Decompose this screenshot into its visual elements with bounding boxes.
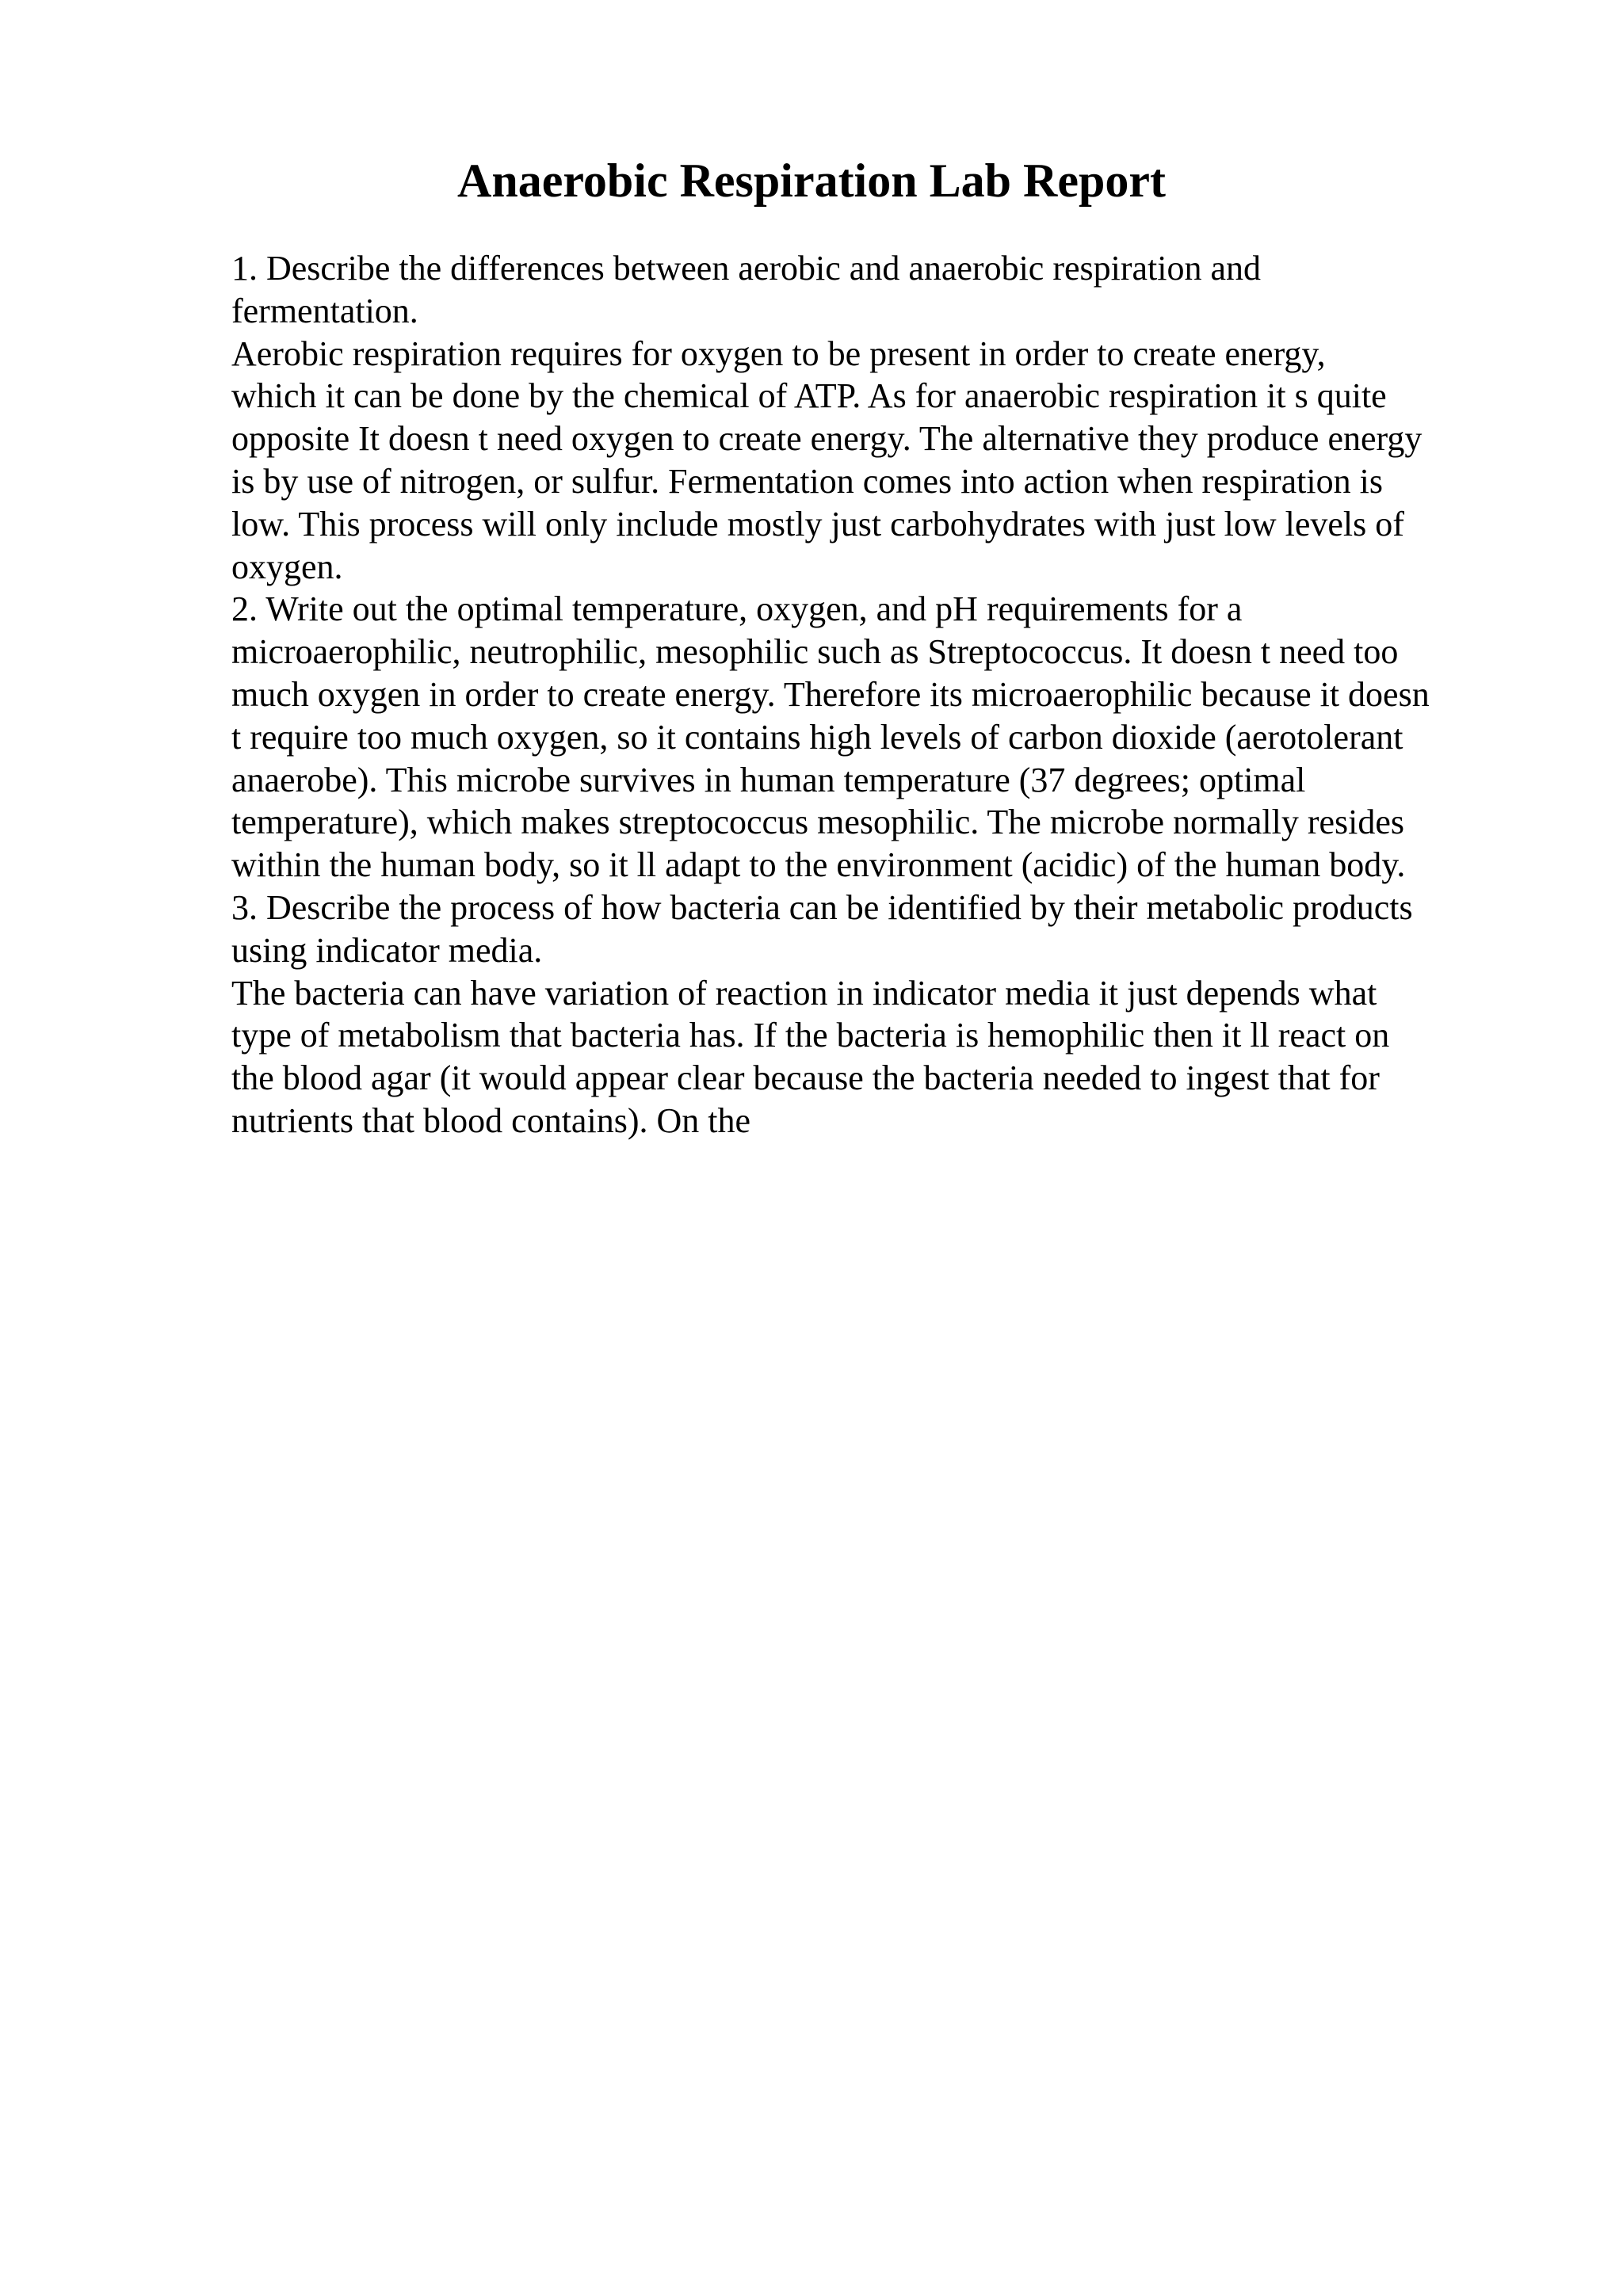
text-line: using indicator media. (231, 930, 543, 970)
text-line: temperature), which makes streptococcus mesophilic. The microbe normally resides (231, 803, 1405, 842)
text-line: type of metabolism that bacteria has. If the bacteria is hemophilic then it ll react on (231, 1016, 1390, 1055)
document-body (231, 247, 1531, 1142)
text-line: 2. Write out the optimal temperature, oxygen, and pH requirements for a (231, 589, 1243, 629)
text-line: microaerophilic, neutrophilic, mesophilic such as Streptococcus. It doesn t need too (231, 632, 1399, 672)
text-line: 1. Describe the differences between aerobic and anaerobic respiration and (231, 249, 1262, 288)
text-line: low. This process will only include mostly just carbohydrates with just low levels of (231, 504, 1404, 543)
text-line: 3. Describe the process of how bacteria can be identified by their metabolic products (231, 887, 1413, 927)
text-line: oxygen. (231, 547, 343, 586)
text-line: much oxygen in order to create energy. Therefore its microaerophilic because it doesn (231, 674, 1430, 714)
document-title: Anaerobic Respiration Lab Report (457, 154, 1166, 207)
text-line: opposite It doesn t need oxygen to create energy. The alternative they produce energy (231, 419, 1423, 459)
text-line: anaerobe). This microbe survives in human temperature (37 degrees; optimal (231, 760, 1306, 799)
text-line: nutrients that blood contains). On the (231, 1100, 750, 1140)
text-line: The bacteria can have variation of reaction in indicator media it just depends what (231, 973, 1377, 1013)
text-line: within the human body, so it ll adapt to the environment (acidic) of the human body. (231, 845, 1406, 885)
text-line: is by use of nitrogen, or sulfur. Fermentation comes into action when respiration is (231, 461, 1383, 501)
text-line: which it can be done by the chemical of ATP. As for anaerobic respiration it s quite (231, 376, 1387, 416)
text-line: the blood agar (it would appear clear because the bacteria needed to ingest that for (231, 1058, 1380, 1098)
text-line: fermentation. (231, 291, 418, 330)
text-line: Aerobic respiration requires for oxygen to be present in order to create energy, (231, 334, 1326, 373)
text-line: t require too much oxygen, so it contains high levels of carbon dioxide (aerotolerant (231, 717, 1403, 757)
